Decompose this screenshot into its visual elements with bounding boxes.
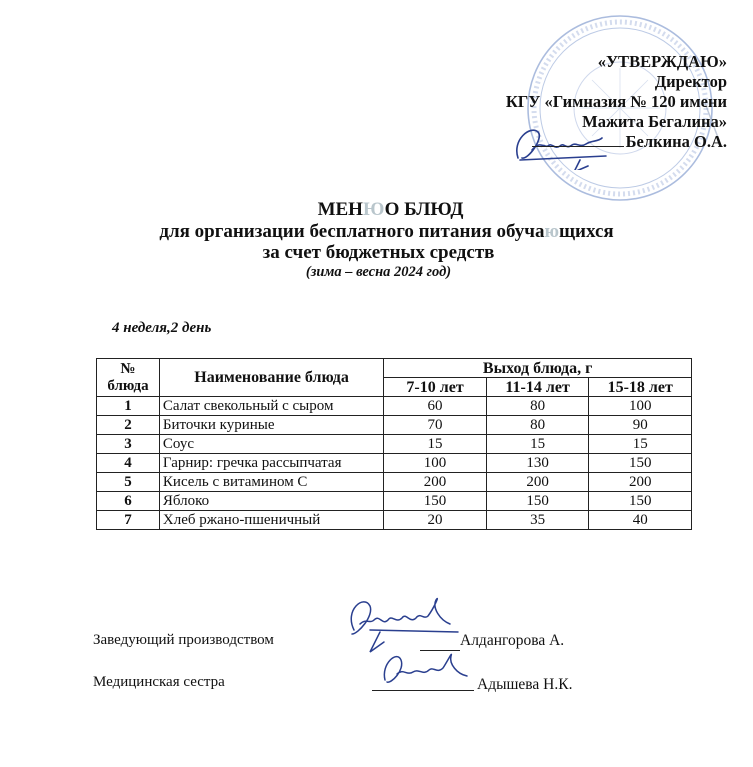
document-funding: за счет бюджетных средств (262, 242, 495, 263)
menu-table (96, 358, 692, 530)
dish-name: Гарнир: гречка рассыпчатая (159, 454, 383, 473)
header-age-15-18: 15-18 лет (589, 378, 692, 397)
approval-signatory: Белкина О.А. (625, 132, 727, 151)
production-head-name: Алдангорова А. (460, 632, 565, 649)
dish-output-value: 40 (589, 511, 692, 530)
title-part: МЕН (317, 199, 363, 220)
approval-org-line1: КГУ «Гимназия № 120 имени (505, 92, 727, 111)
dish-output-value: 130 (486, 454, 589, 473)
document-title (0, 199, 753, 221)
header-age-7-10: 7-10 лет (384, 378, 487, 397)
dish-name: Кисель с витамином С (159, 473, 383, 492)
dish-output-value: 70 (384, 416, 487, 435)
header-number: № блюда (97, 359, 160, 397)
dish-output-value: 15 (486, 435, 589, 454)
dish-output-value: 200 (589, 473, 692, 492)
week-day-label: 4 неделя,2 день (112, 320, 212, 336)
nurse-label: Медицинская сестра (93, 674, 225, 690)
table-row (97, 397, 692, 416)
dish-name: Соус (159, 435, 383, 454)
dish-output-value: 80 (486, 397, 589, 416)
dish-output-value: 150 (589, 454, 692, 473)
dish-name: Яблоко (159, 492, 383, 511)
approval-heading: «УТВЕРЖДАЮ» (597, 52, 727, 71)
subtitle-faded-part: ю (544, 221, 559, 242)
dish-name: Салат свекольный с сыром (159, 397, 383, 416)
nurse-signature (375, 646, 475, 692)
title-part: О БЛЮД (384, 199, 464, 220)
header-output: Выход блюда, г (384, 359, 692, 378)
table-header-row (97, 359, 692, 378)
dish-number: 4 (97, 454, 160, 473)
dish-output-value: 90 (589, 416, 692, 435)
dish-name: Хлеб ржано-пшеничный (159, 511, 383, 530)
dish-output-value: 200 (384, 473, 487, 492)
approval-org-line2: Мажита Бегалина» (582, 112, 727, 131)
signature-underline (420, 650, 460, 651)
dish-number: 3 (97, 435, 160, 454)
header-age-11-14: 11-14 лет (486, 378, 589, 397)
nurse-name: Адышева Н.К. (477, 676, 573, 693)
dish-output-value: 150 (589, 492, 692, 511)
header-name: Наименование блюда (159, 359, 383, 397)
dish-output-value: 35 (486, 511, 589, 530)
table-row (97, 416, 692, 435)
production-head-label: Заведующий производством (93, 632, 274, 648)
title-faded-part: Ю (362, 199, 385, 220)
table-row (97, 511, 692, 530)
document-subtitle (0, 221, 753, 242)
dish-output-value: 15 (589, 435, 692, 454)
dish-output-value: 15 (384, 435, 487, 454)
dish-number: 6 (97, 492, 160, 511)
table-row (97, 473, 692, 492)
subtitle-part: для организации бесплатного питания обуча (159, 221, 545, 242)
signature-underline (372, 690, 474, 691)
dish-output-value: 80 (486, 416, 589, 435)
dish-output-value: 100 (589, 397, 692, 416)
title-block (0, 199, 753, 282)
document-season: (зима – весна 2024 год) (305, 264, 452, 280)
dish-output-value: 100 (384, 454, 487, 473)
dish-number: 5 (97, 473, 160, 492)
table-row (97, 492, 692, 511)
table-row (97, 454, 692, 473)
dish-output-value: 200 (486, 473, 589, 492)
subtitle-part: щихся (559, 221, 614, 242)
table-row (97, 435, 692, 454)
dish-output-value: 20 (384, 511, 487, 530)
dish-number: 1 (97, 397, 160, 416)
dish-output-value: 60 (384, 397, 487, 416)
signature-line (532, 146, 624, 147)
dish-number: 7 (97, 511, 160, 530)
dish-output-value: 150 (384, 492, 487, 511)
approval-position: Директор (654, 72, 727, 91)
dish-name: Биточки куриные (159, 416, 383, 435)
dish-number: 2 (97, 416, 160, 435)
dish-output-value: 150 (486, 492, 589, 511)
approval-block (506, 52, 727, 152)
